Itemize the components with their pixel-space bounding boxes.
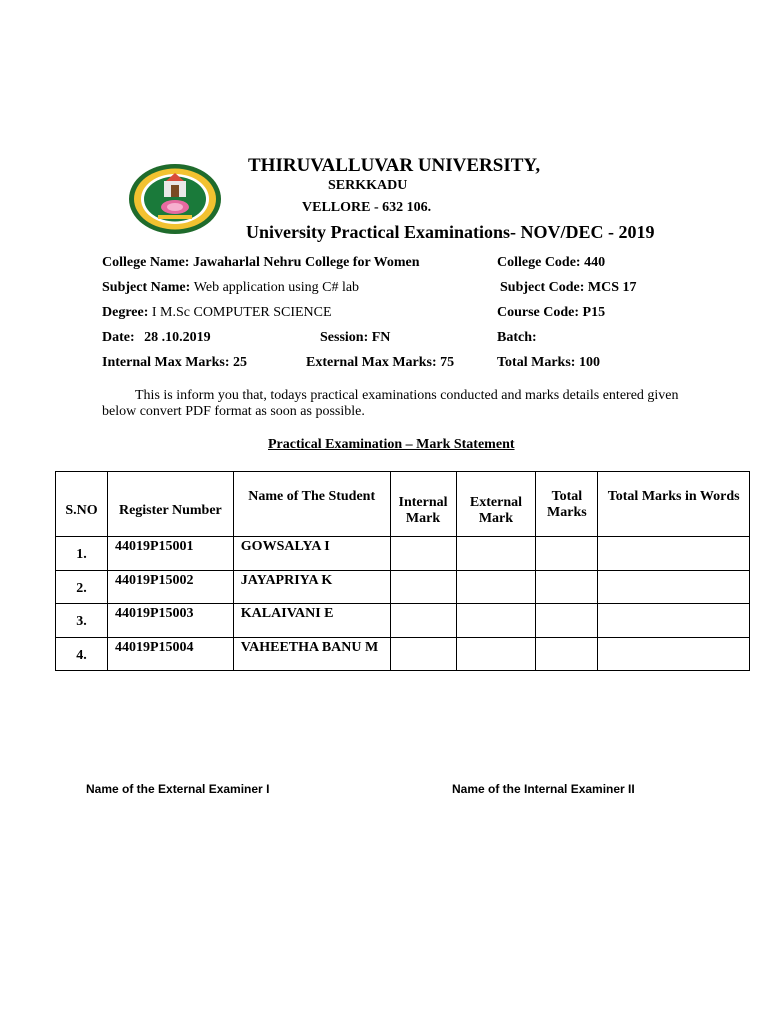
external-max-label: External Max Marks: [306,355,437,370]
header-student-name: Name of The Student [233,472,390,537]
college-name-label: College Name: [102,255,190,270]
table-row [56,604,750,638]
header-internal-mark: Internal Mark [390,472,456,537]
row-sno: 3. [56,604,108,638]
total-marks-label: Total Marks: [497,355,576,370]
row-register-number: 44019P15002 [107,570,233,604]
header-register-number: Register Number [107,472,233,537]
header-external-mark: External Mark [456,472,536,537]
batch-label: Batch: [497,330,537,345]
external-max-row [306,355,454,371]
table-header-row [56,472,750,537]
intro-paragraph: This is inform you that, todays practical examinations conducted and marks details entered given below convert PDF format as soon as possible. [102,388,679,419]
course-code-label: Course Code: [497,305,580,320]
row-internal-mark [390,537,456,571]
row-student-name: JAYAPRIYA K [233,570,390,604]
subject-code-row [500,280,637,296]
university-logo [128,163,222,235]
header-sno: S.NO [56,472,108,537]
total-marks-row [497,355,600,371]
row-internal-mark [390,570,456,604]
date-row [102,330,211,346]
college-code-row [497,255,605,271]
external-examiner-label: Name of the External Examiner I [86,782,270,796]
college-name-value: Jawaharlal Nehru College for Women [192,255,420,270]
row-register-number: 44019P15003 [107,604,233,638]
row-external-mark [456,570,536,604]
internal-examiner-label: Name of the Internal Examiner II [452,782,635,796]
course-code-value: P15 [582,305,606,320]
college-code-label: College Code: [497,255,581,270]
university-place: SERKKADU [328,178,408,193]
subject-name-value: Web application using C# lab [193,280,360,295]
date-value: 28 .10.2019 [144,330,211,345]
internal-max-row [102,355,247,371]
row-external-mark [456,637,536,671]
row-total-marks [536,537,598,571]
row-total-marks [536,604,598,638]
college-code-value: 440 [584,255,606,270]
table-row [56,537,750,571]
row-total-marks [536,637,598,671]
header-total-marks: Total Marks [536,472,598,537]
university-address: VELLORE - 632 106. [302,200,432,215]
degree-label: Degree: [102,305,149,320]
subject-code-label: Subject Code: [500,280,585,295]
row-total-marks-words [598,570,750,604]
row-student-name: VAHEETHA BANU M [233,637,390,671]
degree-value: I M.Sc COMPUTER SCIENCE [151,305,332,320]
row-total-marks-words [598,637,750,671]
internal-max-label: Internal Max Marks: [102,355,230,370]
exam-title: University Practical Examinations- NOV/DEC - 2019 [246,222,655,242]
table-row [56,637,750,671]
batch-row [497,330,537,346]
header-total-marks-words: Total Marks in Words [598,472,750,537]
row-sno: 4. [56,637,108,671]
row-sno: 2. [56,570,108,604]
row-total-marks [536,570,598,604]
date-label: Date: [102,330,135,345]
row-internal-mark [390,604,456,638]
row-sno: 1. [56,537,108,571]
degree-row [102,305,332,321]
row-student-name: GOWSALYA I [233,537,390,571]
course-code-row [497,305,605,321]
row-total-marks-words [598,604,750,638]
subject-name-row [102,280,359,296]
row-internal-mark [390,637,456,671]
session-value: FN [371,330,391,345]
row-external-mark [456,537,536,571]
session-label: Session: [320,330,369,345]
row-total-marks-words [598,537,750,571]
row-register-number: 44019P15004 [107,637,233,671]
table-title: Practical Examination – Mark Statement [268,437,515,452]
table-row [56,570,750,604]
row-student-name: KALAIVANI E [233,604,390,638]
total-marks-value: 100 [578,355,600,370]
internal-max-value: 25 [233,355,248,370]
mark-statement-table [55,471,750,671]
college-name-row [102,255,420,271]
subject-code-value: MCS 17 [587,280,637,295]
session-row [320,330,390,346]
row-register-number: 44019P15001 [107,537,233,571]
subject-name-label: Subject Name: [102,280,191,295]
university-title: THIRUVALLUVAR UNIVERSITY, [248,155,541,176]
external-max-value: 75 [440,355,455,370]
row-external-mark [456,604,536,638]
